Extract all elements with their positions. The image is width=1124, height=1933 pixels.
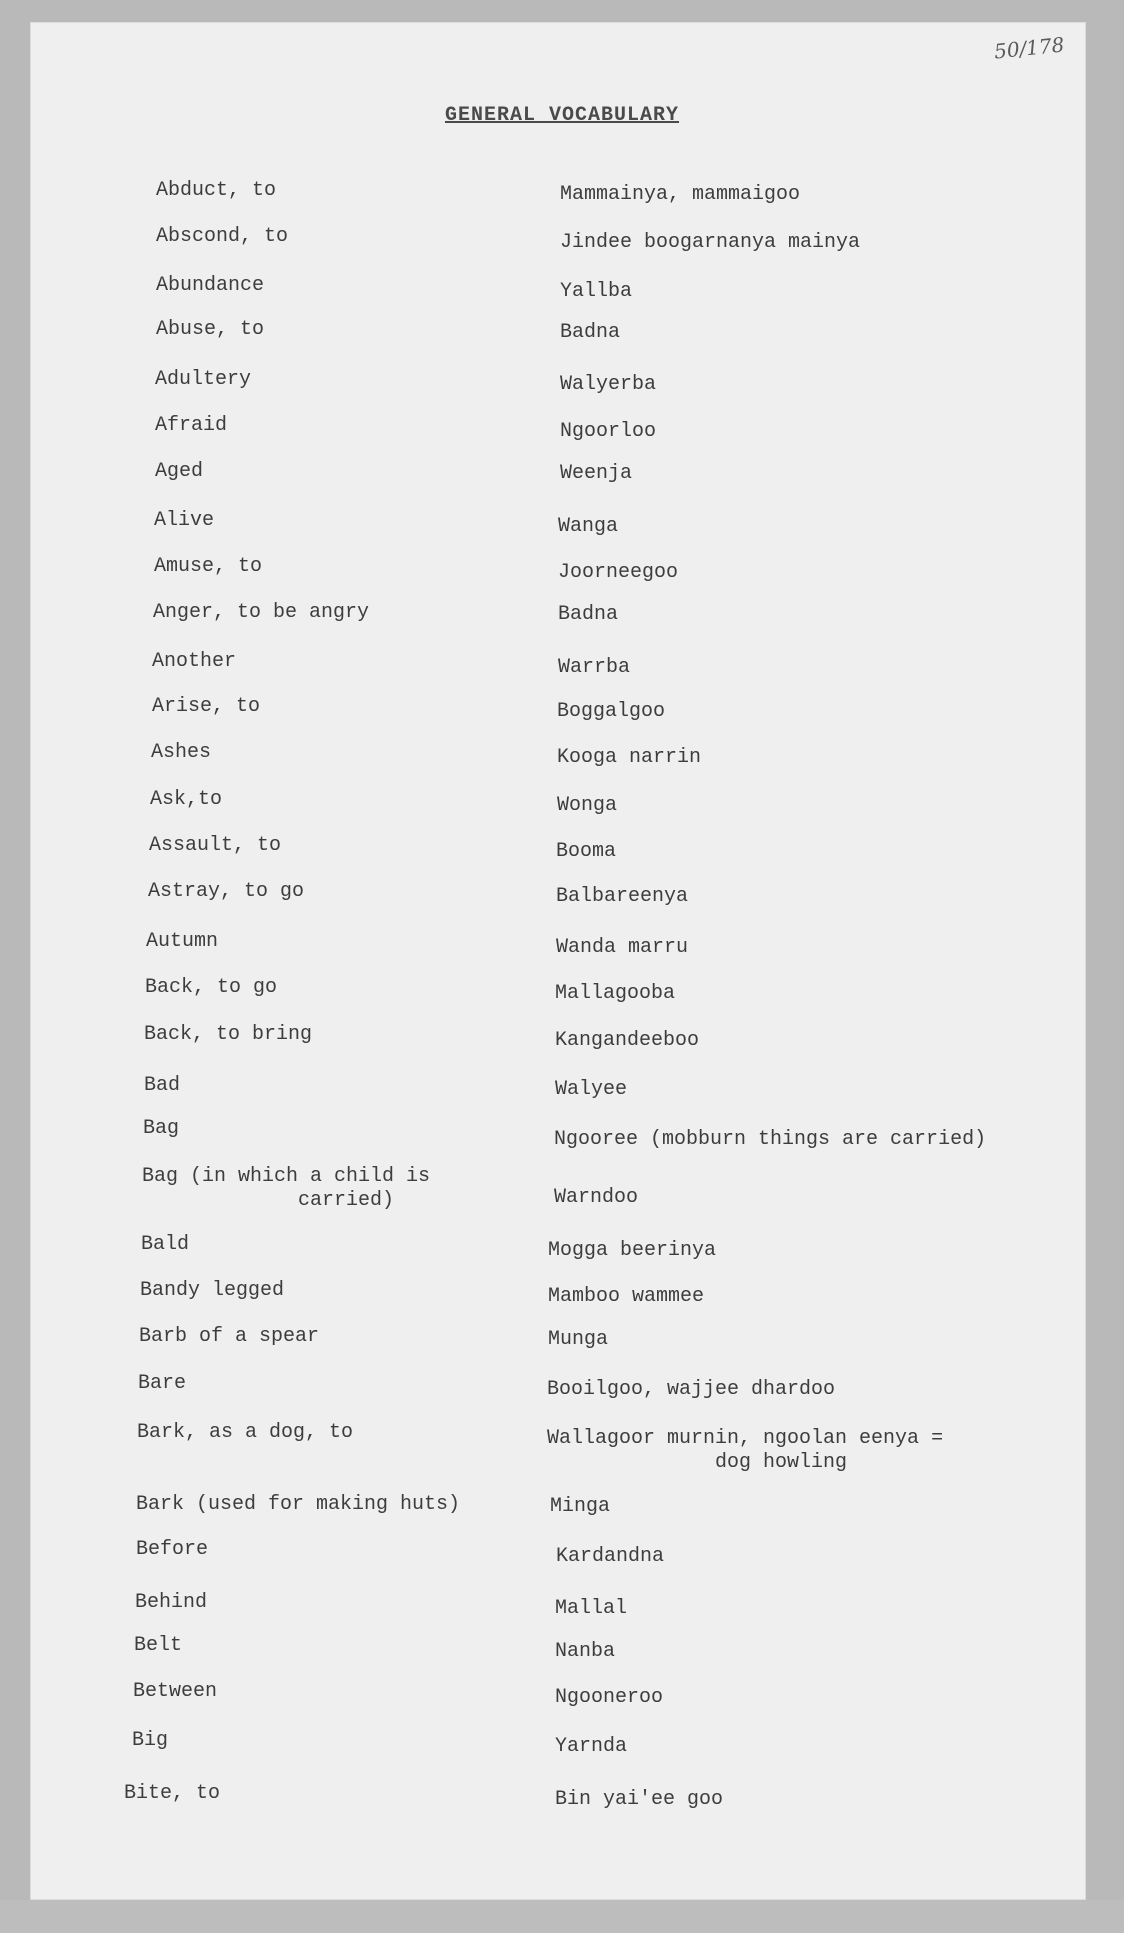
gloss-23: Mamboo wammee (548, 1285, 705, 1308)
term-16: Autumn (146, 930, 219, 953)
term-20: Bag (143, 1117, 180, 1140)
term-31: Between (133, 1680, 218, 1703)
term-18: Back, to bring (144, 1023, 313, 1046)
gloss-18: Kangandeeboo (555, 1029, 700, 1052)
term-8: Amuse, to (154, 555, 263, 578)
term-25: Bare (138, 1372, 187, 1395)
term-4: Adultery (155, 368, 252, 391)
term-21: Bag (in which a child is carried) (142, 1165, 431, 1212)
term-11: Arise, to (152, 695, 261, 718)
term-6: Aged (155, 460, 204, 483)
term-23: Bandy legged (140, 1279, 285, 1302)
gloss-14: Booma (556, 840, 617, 863)
term-17: Back, to go (145, 976, 278, 999)
gloss-17: Mallagooba (555, 982, 676, 1005)
gloss-15: Balbareenya (556, 885, 689, 908)
term-13: Ask,to (150, 788, 223, 811)
term-3: Abuse, to (156, 318, 265, 341)
term-32: Big (132, 1729, 169, 1752)
gloss-11: Boggalgoo (557, 700, 666, 723)
gloss-13: Wonga (557, 794, 618, 817)
term-14: Assault, to (149, 834, 282, 857)
gloss-20: Ngooree (mobburn things are carried) (554, 1128, 987, 1151)
term-26: Bark, as a dog, to (137, 1421, 354, 1444)
term-29: Behind (135, 1591, 208, 1614)
term-2: Abundance (156, 274, 265, 297)
term-10: Another (152, 650, 237, 673)
gloss-9: Badna (558, 603, 619, 626)
gloss-24: Munga (548, 1328, 609, 1351)
term-19: Bad (144, 1074, 181, 1097)
term-22: Bald (141, 1233, 190, 1256)
term-12: Ashes (151, 741, 212, 764)
term-1: Abscond, to (156, 225, 289, 248)
gloss-25: Booilgoo, wajjee dhardoo (547, 1378, 836, 1401)
gloss-27: Minga (550, 1495, 611, 1518)
gloss-5: Ngoorloo (560, 420, 657, 443)
gloss-12: Kooga narrin (557, 746, 702, 769)
term-15: Astray, to go (148, 880, 305, 903)
gloss-32: Yarnda (555, 1735, 628, 1758)
term-24: Barb of a spear (139, 1325, 320, 1348)
term-7: Alive (154, 509, 215, 532)
term-0: Abduct, to (156, 179, 277, 202)
gloss-1: Jindee boogarnanya mainya (560, 231, 861, 254)
gloss-2: Yallba (560, 280, 633, 303)
gloss-31: Ngooneroo (555, 1686, 664, 1709)
gloss-33: Bin yai'ee goo (555, 1788, 724, 1811)
gloss-29: Mallal (555, 1597, 628, 1620)
gloss-3: Badna (560, 321, 621, 344)
term-5: Afraid (155, 414, 228, 437)
gloss-28: Kardandna (556, 1545, 665, 1568)
gloss-16: Wanda marru (556, 936, 689, 959)
gloss-26: Wallagoor murnin, ngoolan eenya = dog howling (547, 1427, 944, 1474)
gloss-8: Joorneegoo (558, 561, 679, 584)
gloss-6: Weenja (560, 462, 633, 485)
term-30: Belt (134, 1634, 183, 1657)
gloss-4: Walyerba (560, 373, 657, 396)
gloss-30: Nanba (555, 1640, 616, 1663)
term-27: Bark (used for making huts) (136, 1493, 461, 1516)
gloss-22: Mogga beerinya (548, 1239, 717, 1262)
gloss-19: Walyee (555, 1078, 628, 1101)
term-33: Bite, to (124, 1782, 221, 1805)
page-title: GENERAL VOCABULARY (444, 104, 680, 127)
gloss-0: Mammainya, mammaigoo (560, 183, 801, 206)
gloss-7: Wanga (558, 515, 619, 538)
term-9: Anger, to be angry (153, 601, 370, 624)
gloss-21: Warndoo (554, 1186, 639, 1209)
folio-number: 50/178 (992, 32, 1066, 64)
term-28: Before (136, 1538, 209, 1561)
gloss-10: Warrba (558, 656, 631, 679)
